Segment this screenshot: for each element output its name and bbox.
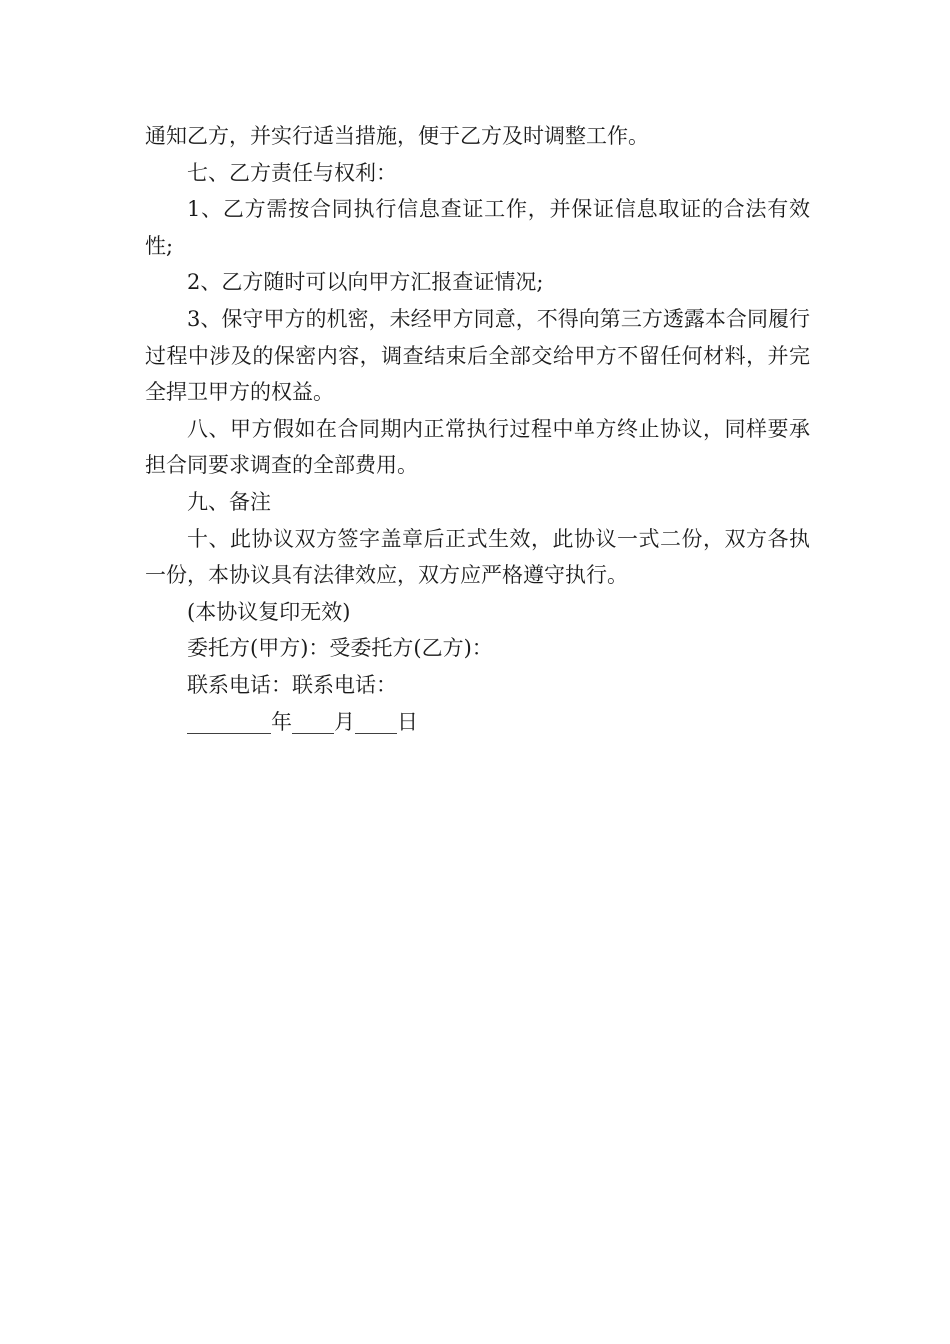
section-nine-remarks: 九、备注 (187, 489, 271, 514)
document-page (145, 118, 810, 740)
section-ten: 十、此协议双方签字盖章后正式生效，此协议一式二份，双方各执一份，本协议具有法律效应，双方应严格遵守执行。 (145, 526, 810, 588)
paragraph-continuation: 通知乙方，并实行适当措施，便于乙方及时调整工作。 (145, 124, 649, 148)
parties-signature-line: 委托方(甲方)：受委托方(乙方)： (187, 636, 493, 661)
section-seven-heading: 七、乙方责任与权利： (187, 160, 397, 185)
copy-invalid-note: (本协议复印无效) (187, 599, 351, 624)
clause-seven-1: 1、乙方需按合同执行信息查证工作，并保证信息取证的合法有效性; (145, 197, 810, 258)
date-line: ________年____月____日 (187, 709, 418, 734)
clause-seven-3: 3、保守甲方的机密，未经甲方同意，不得向第三方透露本合同履行过程中涉及的保密内容，调查结束后全部交给甲方不留任何材料，并完全捍卫甲方的权益。 (145, 306, 810, 405)
clause-seven-2: 2、乙方随时可以向甲方汇报查证情况; (187, 270, 544, 295)
contact-phone-line: 联系电话：联系电话： (187, 672, 397, 697)
section-eight: 八、甲方假如在合同期内正常执行过程中单方终止协议，同样要承担合同要求调查的全部费用。 (145, 416, 810, 478)
